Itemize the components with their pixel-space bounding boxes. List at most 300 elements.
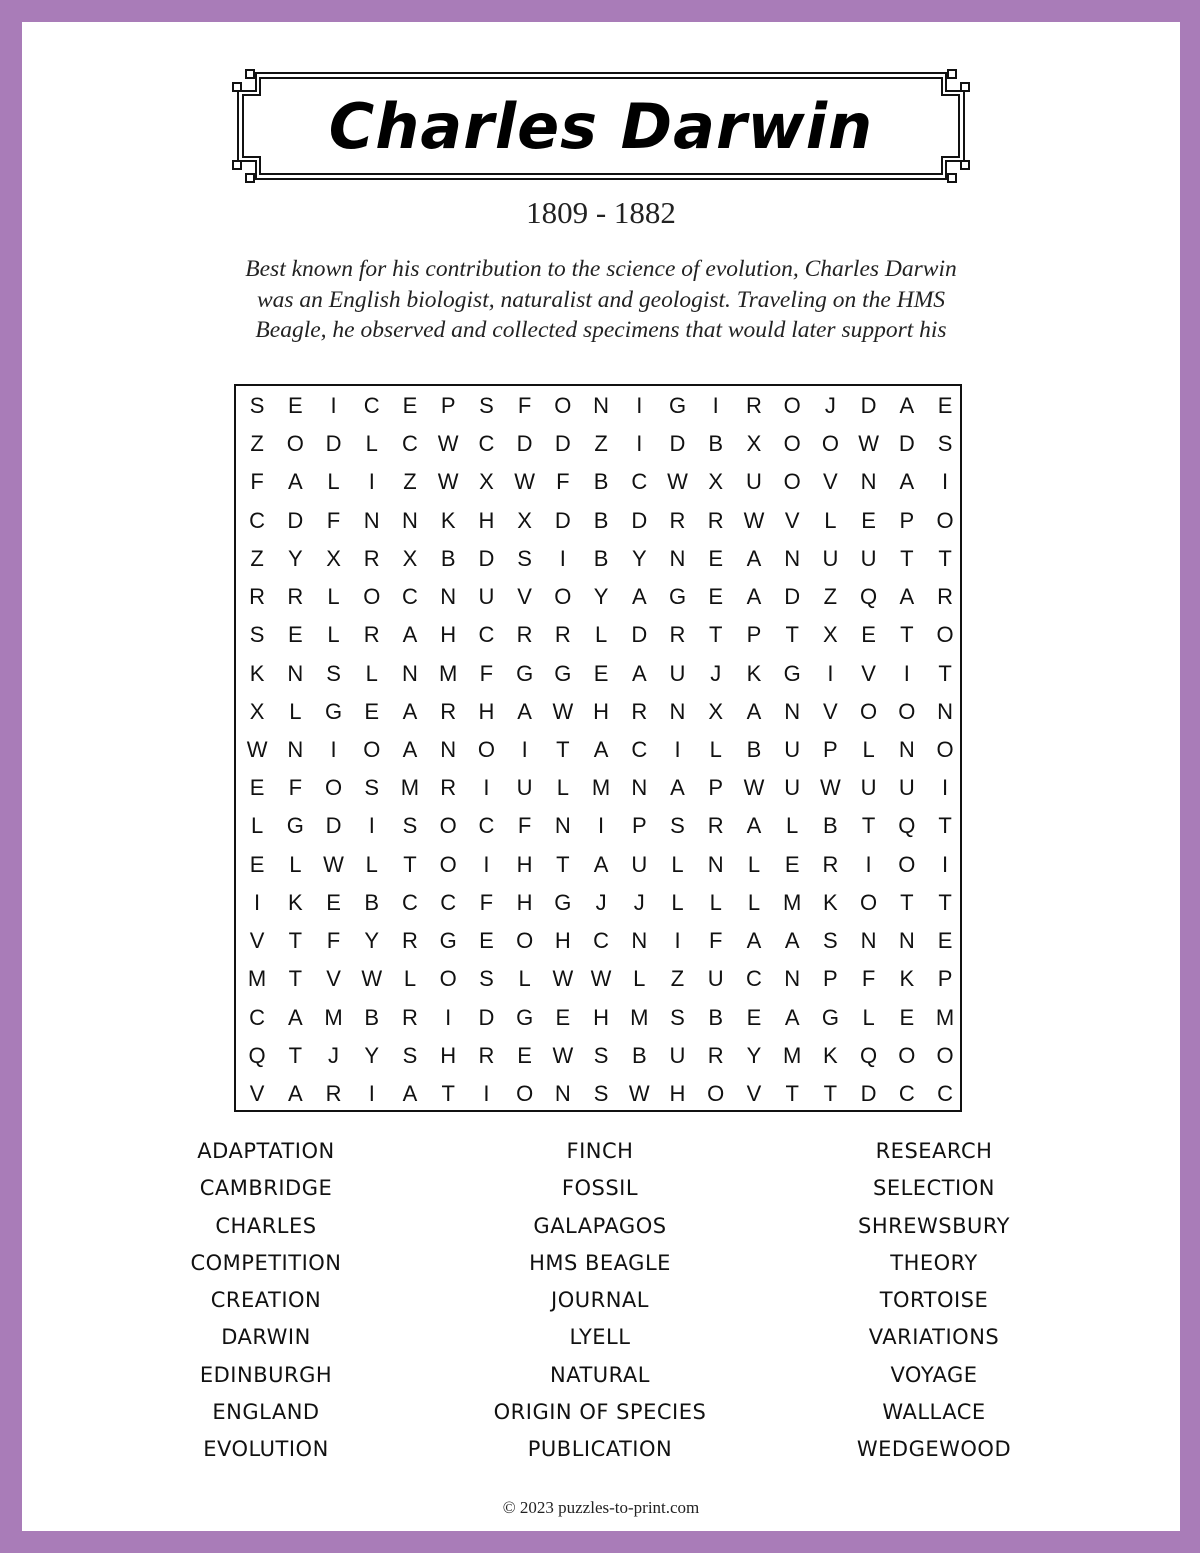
grid-letter[interactable]: V	[746, 1080, 762, 1106]
grid-letter[interactable]: F	[326, 507, 341, 533]
grid-letter[interactable]: Y	[364, 1042, 380, 1068]
grid-letter[interactable]: N	[784, 966, 801, 992]
grid-letter[interactable]: L	[594, 622, 608, 648]
grid-letter[interactable]: W	[437, 431, 459, 457]
grid-letter[interactable]: O	[554, 393, 572, 418]
grid-letter[interactable]: G	[554, 889, 572, 915]
grid-letter[interactable]: F	[479, 660, 494, 686]
grid-letter[interactable]: S	[364, 775, 380, 801]
grid-letter[interactable]: O	[860, 698, 878, 724]
grid-letter[interactable]: S	[937, 431, 953, 457]
grid-letter[interactable]: Q	[860, 1042, 878, 1068]
grid-letter[interactable]: D	[860, 393, 877, 418]
grid-letter[interactable]: T	[785, 1080, 799, 1106]
grid-letter[interactable]: A	[402, 698, 418, 724]
grid-letter[interactable]: A	[899, 469, 915, 495]
grid-letter[interactable]: P	[823, 966, 838, 992]
grid-letter[interactable]: G	[324, 698, 343, 724]
grid-letter[interactable]: W	[667, 469, 688, 495]
grid-letter[interactable]: I	[598, 813, 605, 839]
grid-letter[interactable]: X	[746, 431, 762, 457]
grid-letter[interactable]: L	[403, 966, 417, 992]
grid-letter[interactable]: H	[478, 698, 495, 724]
grid-letter[interactable]: A	[899, 393, 915, 418]
grid-letter[interactable]: C	[593, 928, 609, 954]
grid-letter[interactable]: T	[938, 889, 952, 915]
grid-letter[interactable]: C	[478, 622, 495, 648]
grid-letter[interactable]: K	[287, 889, 303, 915]
grid-letter[interactable]: Z	[250, 545, 264, 571]
grid-letter[interactable]: T	[556, 851, 570, 877]
grid-letter[interactable]: K	[899, 966, 915, 992]
grid-letter[interactable]: C	[402, 584, 418, 610]
grid-letter[interactable]: N	[631, 928, 648, 954]
grid-letter[interactable]: H	[440, 622, 457, 648]
grid-letter[interactable]: T	[708, 622, 723, 648]
grid-letter[interactable]: O	[439, 966, 457, 992]
grid-letter[interactable]: E	[287, 622, 303, 648]
grid-letter[interactable]: L	[365, 851, 378, 877]
grid-letter[interactable]: C	[363, 393, 380, 418]
grid-letter[interactable]: N	[402, 660, 418, 686]
grid-letter[interactable]: Z	[823, 584, 838, 610]
grid-letter[interactable]: L	[250, 813, 264, 839]
grid-letter[interactable]: I	[559, 545, 566, 571]
grid-letter[interactable]: I	[941, 775, 949, 801]
grid-letter[interactable]: M	[247, 966, 267, 992]
grid-letter[interactable]: U	[784, 775, 801, 801]
grid-letter[interactable]: B	[708, 431, 724, 457]
grid-letter[interactable]: W	[246, 736, 268, 762]
grid-letter[interactable]: E	[326, 889, 341, 915]
grid-letter[interactable]: K	[440, 507, 456, 533]
grid-letter[interactable]: R	[631, 698, 648, 724]
grid-letter[interactable]: N	[898, 736, 915, 762]
grid-letter[interactable]: D	[287, 507, 304, 533]
grid-letter[interactable]: P	[631, 813, 647, 839]
grid-letter[interactable]: E	[708, 584, 724, 610]
grid-letter[interactable]: R	[669, 622, 686, 648]
grid-letter[interactable]: O	[936, 1042, 954, 1068]
grid-letter[interactable]: N	[287, 660, 304, 686]
grid-letter[interactable]: N	[784, 698, 801, 724]
grid-letter[interactable]: P	[440, 393, 456, 418]
grid-letter[interactable]: C	[631, 736, 648, 762]
grid-letter[interactable]: E	[746, 1004, 762, 1030]
grid-letter[interactable]: R	[478, 1042, 495, 1068]
grid-letter[interactable]: T	[288, 928, 303, 954]
grid-letter[interactable]: O	[554, 584, 572, 610]
grid-letter[interactable]: O	[783, 469, 801, 495]
grid-letter[interactable]: V	[249, 1080, 265, 1106]
grid-letter[interactable]: B	[593, 545, 609, 571]
grid-letter[interactable]: L	[824, 507, 837, 533]
grid-letter[interactable]: E	[937, 928, 953, 954]
grid-letter[interactable]: W	[628, 1080, 650, 1106]
grid-letter[interactable]: A	[631, 584, 647, 610]
grid-letter[interactable]: C	[478, 431, 495, 457]
grid-letter[interactable]: Y	[287, 545, 303, 571]
grid-letter[interactable]: V	[517, 584, 532, 610]
grid-letter[interactable]: A	[593, 851, 609, 877]
grid-letter[interactable]: E	[937, 393, 953, 418]
grid-letter[interactable]: C	[478, 813, 495, 839]
grid-letter[interactable]: H	[440, 1042, 457, 1068]
grid-letter[interactable]: I	[483, 851, 490, 877]
grid-letter[interactable]: R	[937, 584, 953, 610]
grid-letter[interactable]: G	[516, 1004, 534, 1030]
grid-letter[interactable]: M	[591, 775, 611, 801]
grid-letter[interactable]: O	[363, 736, 381, 762]
grid-letter[interactable]: I	[941, 851, 949, 877]
grid-letter[interactable]: D	[669, 431, 686, 457]
grid-letter[interactable]: J	[328, 1042, 340, 1068]
grid-letter[interactable]: I	[941, 469, 949, 495]
grid-letter[interactable]: S	[326, 660, 341, 686]
grid-letter[interactable]: U	[898, 775, 915, 801]
grid-letter[interactable]: C	[249, 507, 266, 533]
grid-letter[interactable]: G	[821, 1004, 839, 1030]
grid-letter[interactable]: O	[516, 928, 534, 954]
grid-letter[interactable]: R	[746, 393, 762, 418]
grid-letter[interactable]: A	[746, 584, 762, 610]
grid-letter[interactable]: R	[363, 622, 380, 648]
grid-letter[interactable]: I	[712, 393, 719, 418]
grid-letter[interactable]: L	[365, 431, 378, 457]
grid-letter[interactable]: B	[364, 889, 380, 915]
grid-letter[interactable]: U	[631, 851, 648, 877]
grid-letter[interactable]: S	[479, 966, 494, 992]
grid-letter[interactable]: H	[554, 928, 571, 954]
grid-letter[interactable]: W	[590, 966, 612, 992]
grid-letter[interactable]: A	[670, 775, 685, 801]
grid-letter[interactable]: S	[402, 1042, 418, 1068]
grid-letter[interactable]: E	[861, 507, 876, 533]
grid-letter[interactable]: H	[593, 1004, 609, 1030]
grid-letter[interactable]: I	[254, 889, 261, 915]
grid-letter[interactable]: A	[784, 928, 800, 954]
grid-letter[interactable]: N	[707, 851, 724, 877]
grid-letter[interactable]: L	[633, 966, 646, 992]
grid-letter[interactable]: T	[900, 889, 914, 915]
grid-letter[interactable]: O	[286, 431, 304, 457]
grid-letter[interactable]: B	[364, 1004, 380, 1030]
grid-letter[interactable]: W	[552, 698, 574, 724]
grid-letter[interactable]: D	[784, 584, 801, 610]
grid-letter[interactable]: U	[516, 775, 533, 801]
grid-letter[interactable]: J	[824, 393, 836, 418]
grid-letter[interactable]: A	[593, 736, 609, 762]
grid-letter[interactable]: T	[823, 1080, 838, 1106]
grid-letter[interactable]: D	[554, 507, 571, 533]
grid-letter[interactable]: F	[556, 469, 570, 495]
grid-letter[interactable]: I	[330, 393, 337, 418]
grid-letter[interactable]: N	[554, 1080, 571, 1106]
grid-letter[interactable]: T	[900, 545, 914, 571]
grid-letter[interactable]: U	[669, 660, 686, 686]
grid-letter[interactable]: T	[861, 813, 876, 839]
grid-letter[interactable]: S	[593, 1080, 609, 1106]
grid-letter[interactable]: E	[899, 1004, 915, 1030]
grid-letter[interactable]: L	[747, 851, 761, 877]
grid-letter[interactable]: D	[478, 1004, 495, 1030]
grid-letter[interactable]: V	[823, 698, 838, 724]
grid-letter[interactable]: C	[631, 469, 648, 495]
grid-letter[interactable]: O	[363, 584, 381, 610]
grid-letter[interactable]: L	[518, 966, 531, 992]
grid-letter[interactable]: T	[900, 622, 914, 648]
grid-letter[interactable]: G	[286, 813, 304, 839]
grid-letter[interactable]: X	[479, 469, 494, 495]
grid-letter[interactable]: I	[636, 431, 643, 457]
grid-letter[interactable]: D	[325, 813, 342, 839]
grid-letter[interactable]: T	[288, 966, 303, 992]
grid-letter[interactable]: R	[325, 1080, 342, 1106]
grid-letter[interactable]: Q	[860, 584, 878, 610]
grid-letter[interactable]: L	[289, 698, 302, 724]
grid-letter[interactable]: E	[593, 660, 609, 686]
grid-letter[interactable]: F	[517, 813, 532, 839]
grid-letter[interactable]: U	[746, 469, 762, 495]
grid-letter[interactable]: T	[403, 851, 417, 877]
grid-letter[interactable]: G	[668, 584, 687, 610]
grid-letter[interactable]: E	[402, 393, 418, 418]
grid-letter[interactable]: G	[516, 660, 534, 686]
grid-letter[interactable]: X	[249, 698, 265, 724]
grid-letter[interactable]: W	[743, 507, 765, 533]
grid-letter[interactable]: T	[938, 660, 952, 686]
grid-letter[interactable]: B	[593, 469, 609, 495]
grid-letter[interactable]: R	[363, 545, 380, 571]
grid-letter[interactable]: O	[324, 775, 343, 801]
grid-letter[interactable]: I	[368, 813, 375, 839]
grid-letter[interactable]: W	[858, 431, 879, 457]
grid-letter[interactable]: O	[783, 431, 801, 457]
grid-letter[interactable]: N	[937, 698, 953, 724]
grid-letter[interactable]: E	[249, 775, 265, 801]
grid-letter[interactable]: R	[402, 928, 418, 954]
grid-letter[interactable]: Y	[364, 928, 380, 954]
grid-letter[interactable]: C	[402, 889, 418, 915]
grid-letter[interactable]: T	[556, 736, 570, 762]
grid-letter[interactable]: N	[440, 736, 457, 762]
grid-letter[interactable]: N	[593, 393, 609, 418]
grid-letter[interactable]: W	[552, 1042, 574, 1068]
grid-letter[interactable]: X	[708, 698, 724, 724]
grid-letter[interactable]: L	[862, 1004, 875, 1030]
grid-letter[interactable]: T	[938, 545, 952, 571]
grid-letter[interactable]: N	[669, 698, 686, 724]
grid-letter[interactable]: A	[784, 1004, 800, 1030]
grid-letter[interactable]: R	[822, 851, 839, 877]
grid-letter[interactable]: D	[631, 507, 648, 533]
grid-letter[interactable]: D	[516, 431, 533, 457]
grid-letter[interactable]: D	[554, 431, 571, 457]
grid-letter[interactable]: U	[669, 1042, 686, 1068]
grid-letter[interactable]: D	[898, 431, 915, 457]
grid-letter[interactable]: M	[783, 889, 802, 915]
grid-letter[interactable]: B	[631, 1042, 647, 1068]
grid-letter[interactable]: Z	[403, 469, 417, 495]
grid-letter[interactable]: F	[326, 928, 341, 954]
grid-letter[interactable]: O	[898, 698, 916, 724]
grid-letter[interactable]: V	[861, 660, 876, 686]
grid-letter[interactable]: K	[249, 660, 265, 686]
grid-letter[interactable]: J	[633, 889, 645, 915]
grid-letter[interactable]: E	[784, 851, 800, 877]
grid-letter[interactable]: L	[862, 736, 875, 762]
grid-letter[interactable]: W	[437, 469, 459, 495]
grid-letter[interactable]: W	[361, 966, 383, 992]
grid-letter[interactable]: E	[861, 622, 876, 648]
grid-letter[interactable]: R	[707, 507, 724, 533]
grid-letter[interactable]: I	[827, 660, 834, 686]
grid-letter[interactable]: C	[440, 889, 457, 915]
grid-letter[interactable]: H	[516, 889, 533, 915]
grid-letter[interactable]: G	[668, 393, 687, 418]
grid-letter[interactable]: O	[936, 736, 954, 762]
grid-letter[interactable]: B	[708, 1004, 724, 1030]
grid-letter[interactable]: M	[439, 660, 458, 686]
grid-letter[interactable]: S	[670, 813, 685, 839]
grid-letter[interactable]: C	[746, 966, 762, 992]
grid-letter[interactable]: A	[287, 469, 303, 495]
grid-letter[interactable]: W	[743, 775, 765, 801]
grid-letter[interactable]: F	[708, 928, 723, 954]
grid-letter[interactable]: A	[746, 813, 762, 839]
grid-letter[interactable]: K	[823, 1042, 838, 1068]
grid-letter[interactable]: O	[898, 851, 916, 877]
grid-letter[interactable]: O	[936, 622, 954, 648]
grid-letter[interactable]: R	[707, 813, 724, 839]
grid-letter[interactable]: N	[898, 928, 915, 954]
grid-letter[interactable]: G	[783, 660, 801, 686]
grid-letter[interactable]: O	[477, 736, 495, 762]
grid-letter[interactable]: W	[323, 851, 344, 877]
grid-letter[interactable]: C	[898, 1080, 915, 1106]
grid-letter[interactable]: L	[289, 851, 302, 877]
grid-letter[interactable]: E	[287, 393, 303, 418]
grid-letter[interactable]: F	[517, 393, 532, 418]
grid-letter[interactable]: A	[287, 1004, 303, 1030]
grid-letter[interactable]: L	[365, 660, 378, 686]
grid-letter[interactable]: K	[823, 889, 838, 915]
grid-letter[interactable]: L	[671, 889, 684, 915]
grid-letter[interactable]: U	[822, 545, 839, 571]
grid-letter[interactable]: N	[860, 928, 877, 954]
grid-letter[interactable]: L	[556, 775, 569, 801]
grid-letter[interactable]: X	[517, 507, 532, 533]
grid-letter[interactable]: S	[249, 622, 265, 648]
grid-letter[interactable]: T	[441, 1080, 455, 1106]
grid-letter[interactable]: E	[517, 1042, 532, 1068]
grid-letter[interactable]: M	[400, 775, 420, 801]
grid-letter[interactable]: D	[325, 431, 342, 457]
grid-letter[interactable]: L	[327, 584, 340, 610]
grid-letter[interactable]: O	[707, 1080, 725, 1106]
grid-letter[interactable]: U	[784, 736, 801, 762]
grid-letter[interactable]: G	[439, 928, 457, 954]
grid-letter[interactable]: I	[636, 393, 643, 418]
grid-letter[interactable]: P	[899, 507, 915, 533]
grid-letter[interactable]: L	[327, 469, 340, 495]
grid-letter[interactable]: A	[746, 928, 762, 954]
grid-letter[interactable]: W	[820, 775, 841, 801]
grid-letter[interactable]: L	[671, 851, 684, 877]
grid-letter[interactable]: B	[440, 545, 456, 571]
grid-letter[interactable]: U	[707, 966, 724, 992]
grid-letter[interactable]: H	[478, 507, 495, 533]
grid-letter[interactable]: T	[288, 1042, 303, 1068]
grid-letter[interactable]: N	[363, 507, 380, 533]
grid-letter[interactable]: S	[823, 928, 838, 954]
grid-letter[interactable]: V	[823, 469, 838, 495]
grid-letter[interactable]: D	[631, 622, 648, 648]
grid-letter[interactable]: E	[555, 1004, 571, 1030]
grid-letter[interactable]: F	[288, 775, 303, 801]
grid-letter[interactable]: S	[517, 545, 532, 571]
grid-letter[interactable]: R	[440, 698, 457, 724]
grid-letter[interactable]: B	[746, 736, 762, 762]
grid-letter[interactable]: Q	[248, 1042, 266, 1068]
grid-letter[interactable]: R	[287, 584, 304, 610]
grid-letter[interactable]: J	[595, 889, 607, 915]
grid-letter[interactable]: M	[935, 1004, 955, 1030]
grid-letter[interactable]: R	[669, 507, 686, 533]
grid-letter[interactable]: X	[402, 545, 418, 571]
grid-letter[interactable]: B	[593, 507, 609, 533]
grid-letter[interactable]: N	[860, 469, 877, 495]
grid-letter[interactable]: W	[514, 469, 535, 495]
grid-letter[interactable]: F	[479, 889, 494, 915]
grid-letter[interactable]: I	[483, 775, 490, 801]
grid-letter[interactable]: O	[439, 813, 457, 839]
grid-letter[interactable]: N	[669, 545, 686, 571]
grid-letter[interactable]: E	[364, 698, 380, 724]
grid-letter[interactable]: M	[783, 1042, 802, 1068]
grid-letter[interactable]: V	[249, 928, 265, 954]
grid-letter[interactable]: H	[593, 698, 609, 724]
grid-letter[interactable]: W	[552, 966, 574, 992]
grid-letter[interactable]: I	[521, 736, 528, 762]
grid-letter[interactable]: U	[478, 584, 495, 610]
grid-letter[interactable]: I	[865, 851, 872, 877]
grid-letter[interactable]: A	[402, 1080, 418, 1106]
grid-letter[interactable]: N	[784, 545, 801, 571]
grid-letter[interactable]: N	[440, 584, 457, 610]
grid-letter[interactable]: D	[478, 545, 495, 571]
grid-letter[interactable]: R	[554, 622, 571, 648]
grid-letter[interactable]: A	[899, 584, 915, 610]
grid-letter[interactable]: R	[516, 622, 533, 648]
grid-letter[interactable]: U	[860, 545, 877, 571]
grid-letter[interactable]: E	[708, 545, 724, 571]
grid-letter[interactable]: L	[709, 889, 722, 915]
grid-letter[interactable]: L	[709, 736, 722, 762]
grid-letter[interactable]: T	[938, 813, 952, 839]
grid-letter[interactable]: S	[249, 393, 265, 418]
grid-letter[interactable]: S	[670, 1004, 685, 1030]
grid-letter[interactable]: A	[402, 622, 418, 648]
grid-letter[interactable]: N	[631, 775, 648, 801]
grid-letter[interactable]: I	[368, 469, 375, 495]
grid-letter[interactable]: T	[785, 622, 799, 648]
grid-letter[interactable]: X	[326, 545, 341, 571]
grid-letter[interactable]: O	[821, 431, 839, 457]
grid-letter[interactable]: S	[402, 813, 418, 839]
grid-letter[interactable]: Z	[594, 431, 608, 457]
grid-letter[interactable]: A	[746, 698, 762, 724]
